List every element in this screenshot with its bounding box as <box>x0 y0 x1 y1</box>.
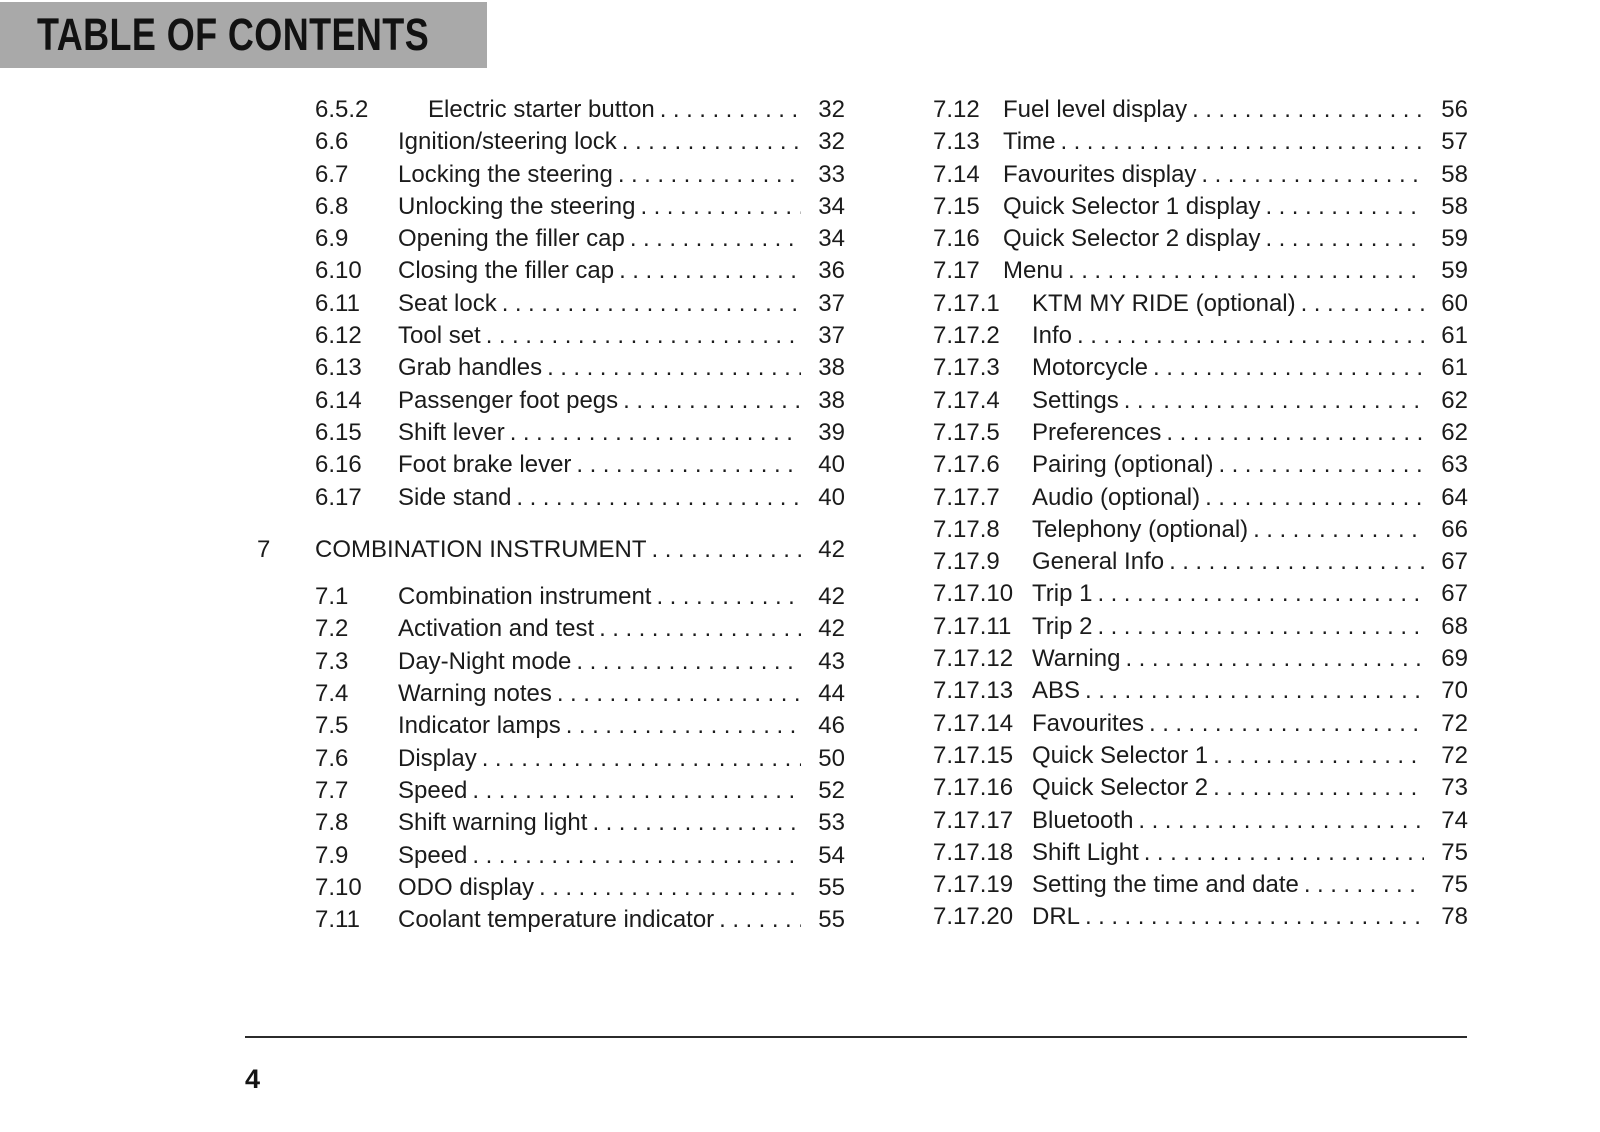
toc-entry-title: Speed <box>398 776 468 804</box>
toc-entry-title: Quick Selector 1 <box>1032 741 1209 769</box>
dot-leader <box>539 872 801 904</box>
toc-entry-title: Time <box>1003 128 1056 156</box>
toc-entry-number: 6.13 <box>315 354 362 382</box>
toc-entry <box>933 740 1468 772</box>
toc-entry-page: 32 <box>818 96 845 123</box>
toc-entry-page: 60 <box>1441 289 1468 317</box>
dot-leader <box>557 678 801 710</box>
toc-entry-title: Ignition/steering lock <box>398 128 617 156</box>
toc-entry-title: Foot brake lever <box>398 451 572 479</box>
toc-entry-title: Combination instrument <box>398 583 652 611</box>
toc-entry-title: Pairing (optional) <box>1032 451 1214 479</box>
toc-entry-page: 54 <box>818 841 845 869</box>
toc-entry <box>257 255 845 287</box>
toc-entry-number: 7.17.2 <box>933 322 1000 350</box>
toc-entry-page: 40 <box>818 451 845 479</box>
toc-entry-number: 6.10 <box>315 257 362 285</box>
toc-entry-page: 75 <box>1441 838 1468 866</box>
dot-leader <box>1124 385 1424 417</box>
toc-entry <box>933 417 1468 449</box>
toc-entry-number: 7.12 <box>933 96 980 123</box>
toc-entry-title: Display <box>398 744 477 772</box>
toc-entry <box>933 805 1468 837</box>
dot-leader <box>1201 159 1424 191</box>
dot-leader <box>660 94 801 126</box>
dot-leader <box>472 775 801 807</box>
toc-entry-page: 70 <box>1441 677 1468 705</box>
toc-entry-page: 32 <box>818 128 845 156</box>
dot-leader <box>618 159 801 191</box>
dot-leader <box>1125 643 1424 675</box>
dot-leader <box>472 840 801 872</box>
toc-entry-page: 59 <box>1441 225 1468 253</box>
toc-entry-page: 78 <box>1441 903 1468 931</box>
dot-leader <box>576 646 801 678</box>
toc-entry-number: 7.16 <box>933 225 980 253</box>
toc-entry <box>933 482 1468 514</box>
dot-leader <box>1218 449 1424 481</box>
toc-entry-page: 46 <box>818 712 845 740</box>
page-title: TABLE OF CONTENTS <box>37 9 430 60</box>
toc-entry-number: 7.17.4 <box>933 386 1000 414</box>
dot-leader <box>1213 772 1424 804</box>
toc-entry-title: Grab handles <box>398 354 543 382</box>
toc-entry <box>257 646 845 678</box>
dot-leader <box>1265 191 1424 223</box>
toc-entry-page: 55 <box>818 906 845 934</box>
toc-entry-page: 62 <box>1441 418 1468 446</box>
toc-entry <box>933 352 1468 384</box>
toc-entry-page: 66 <box>1441 515 1468 543</box>
dot-leader <box>482 743 801 775</box>
toc-entry-number: 6.17 <box>315 483 362 511</box>
dot-leader <box>1085 901 1424 933</box>
toc-entry-number: 7.6 <box>315 744 349 772</box>
toc-entry-title: Bluetooth <box>1032 806 1134 834</box>
toc-entry-page: 55 <box>818 873 845 901</box>
toc-entry-title: Motorcycle <box>1032 354 1149 382</box>
toc-entry-number: 7.4 <box>315 680 349 708</box>
dot-leader <box>1068 255 1424 287</box>
toc-entry-page: 37 <box>818 322 845 350</box>
toc-entry-number: 7.17 <box>933 257 980 285</box>
toc-entry <box>257 385 845 417</box>
toc-entry-title: Preferences <box>1032 418 1162 446</box>
toc-entry <box>257 534 845 566</box>
toc-entry-title: Passenger foot pegs <box>398 386 619 414</box>
dot-leader <box>502 288 801 320</box>
toc-entry-page: 64 <box>1441 483 1468 511</box>
toc-column-left <box>257 94 845 936</box>
toc-entry-title: Opening the filler cap <box>398 225 625 253</box>
toc-entry <box>257 710 845 742</box>
toc-entry-page: 43 <box>818 647 845 675</box>
toc-entry-title: DRL <box>1032 903 1081 931</box>
toc-entry-number: 7.2 <box>315 615 349 643</box>
dot-leader <box>622 126 801 158</box>
toc-entry-title: Activation and test <box>398 615 595 643</box>
toc-entry-number: 7.17.6 <box>933 451 1000 479</box>
dot-leader <box>1265 223 1424 255</box>
toc-entry-title: Settings <box>1032 386 1119 414</box>
toc-entry-page: 42 <box>818 615 845 643</box>
toc-entry <box>933 223 1468 255</box>
toc-entry-title: Trip 1 <box>1032 580 1093 608</box>
dot-leader <box>1149 708 1424 740</box>
toc-entry-page: 36 <box>818 257 845 285</box>
toc-entry-page: 53 <box>818 809 845 837</box>
toc-entry-title: ABS <box>1032 677 1081 705</box>
toc-entry <box>257 807 845 839</box>
toc-entry-title: Coolant temperature indicator <box>398 906 715 934</box>
toc-entry-number: 7.11 <box>315 906 360 934</box>
toc-entry-page: 67 <box>1441 580 1468 608</box>
toc-entry-number: 7.9 <box>315 841 349 869</box>
toc-entry <box>933 708 1468 740</box>
toc-entry <box>933 449 1468 481</box>
dot-leader <box>1301 288 1424 320</box>
toc-entry-number: 7.14 <box>933 160 980 188</box>
toc-entry-number: 7.17.17 <box>933 806 1014 834</box>
toc-entry-title: Favourites display <box>1003 160 1197 188</box>
dot-leader <box>630 223 801 255</box>
dot-leader <box>576 449 801 481</box>
toc-entry-title: Closing the filler cap <box>398 257 615 285</box>
toc-entry-page: 34 <box>818 192 845 220</box>
toc-entry-title: Warning notes <box>398 680 552 708</box>
toc-entry-number: 6.9 <box>315 225 349 253</box>
toc-entry-page: 61 <box>1441 354 1468 382</box>
toc-entry-title: Unlocking the steering <box>398 192 636 220</box>
toc-entry-title: Indicator lamps <box>398 712 561 740</box>
toc-entry <box>257 94 845 126</box>
toc-entry-number: 7.10 <box>315 873 362 901</box>
dot-leader <box>486 320 801 352</box>
toc-entry-page: 62 <box>1441 386 1468 414</box>
dot-leader <box>1213 740 1424 772</box>
toc-entry-number: 6.15 <box>315 418 362 446</box>
toc-entry <box>933 869 1468 901</box>
toc-entry-title: Quick Selector 2 <box>1032 774 1209 802</box>
toc-entry <box>257 126 845 158</box>
toc-entry-title: Quick Selector 1 display <box>1003 192 1261 220</box>
toc-entry <box>257 223 845 255</box>
toc-entry <box>933 514 1468 546</box>
dot-leader <box>516 482 801 514</box>
toc-entry-title: Quick Selector 2 display <box>1003 225 1261 253</box>
toc-entry-number: 7.7 <box>315 776 349 804</box>
dot-leader <box>1166 417 1424 449</box>
toc-entry <box>933 837 1468 869</box>
dot-leader <box>719 904 801 936</box>
dot-leader <box>547 352 801 384</box>
toc-entry-page: 57 <box>1441 128 1468 156</box>
toc-entry-number: 7.17.9 <box>933 548 1000 576</box>
toc-entry-title: Trip 2 <box>1032 612 1093 640</box>
toc-column-right <box>933 94 1468 934</box>
toc-entry <box>933 255 1468 287</box>
toc-entry-title: Shift Light <box>1032 838 1139 866</box>
toc-entry <box>257 872 845 904</box>
toc-entry-number: 7.17.15 <box>933 741 1014 769</box>
dot-leader <box>1253 514 1424 546</box>
toc-entry-title: Shift warning light <box>398 809 588 837</box>
toc-entry-number: 7.17.8 <box>933 515 1000 543</box>
toc-entry-title: ODO display <box>398 873 535 901</box>
toc-entry <box>933 675 1468 707</box>
toc-entry-title: Locking the steering <box>398 160 613 188</box>
toc-entry-number: 7.17.13 <box>933 677 1014 705</box>
toc-entry <box>257 482 845 514</box>
toc-entry-number: 7.17.10 <box>933 580 1014 608</box>
toc-entry-number: 6.12 <box>315 322 362 350</box>
toc-entry-number: 7.8 <box>315 809 349 837</box>
dot-leader <box>1085 675 1424 707</box>
dot-leader <box>1144 837 1424 869</box>
toc-entry <box>933 772 1468 804</box>
toc-entry <box>933 611 1468 643</box>
toc-entry <box>257 743 845 775</box>
dot-leader <box>592 807 801 839</box>
toc-entry-page: 37 <box>818 289 845 317</box>
toc-entry-title: Shift lever <box>398 418 505 446</box>
toc-entry-title: Telephony (optional) <box>1032 515 1249 543</box>
dot-leader <box>623 385 801 417</box>
toc-entry-number: 7.15 <box>933 192 980 220</box>
toc-entry-title: General Info <box>1032 548 1165 576</box>
toc-entry-page: 72 <box>1441 741 1468 769</box>
toc-entry-number: 7.17.12 <box>933 645 1014 673</box>
toc-entry-page: 75 <box>1441 871 1468 899</box>
toc-entry-page: 72 <box>1441 709 1468 737</box>
dot-leader <box>1060 126 1424 158</box>
toc-entry-number: 7.17.3 <box>933 354 1000 382</box>
toc-entry-page: 67 <box>1441 548 1468 576</box>
toc-entry-page: 38 <box>818 386 845 414</box>
toc-entry <box>257 904 845 936</box>
toc-entry-title: Side stand <box>398 483 512 511</box>
toc-entry-number: 7.3 <box>315 647 349 675</box>
toc-entry <box>933 578 1468 610</box>
toc-entry-page: 63 <box>1441 451 1468 479</box>
dot-leader <box>599 613 801 645</box>
toc-entry <box>257 417 845 449</box>
toc-entry <box>257 352 845 384</box>
toc-entry-title: Electric starter button <box>428 96 655 123</box>
toc-entry-page: 61 <box>1441 322 1468 350</box>
toc-entry <box>257 288 845 320</box>
toc-entry-title: Setting the time and date <box>1032 871 1299 899</box>
toc-entry <box>933 126 1468 158</box>
toc-entry-title: KTM MY RIDE (optional) <box>1032 289 1296 317</box>
page-header-band <box>0 2 487 68</box>
toc-entry-number: 6.7 <box>315 160 349 188</box>
toc-entry-page: 33 <box>818 160 845 188</box>
toc-entry <box>933 385 1468 417</box>
dot-leader <box>1138 805 1424 837</box>
toc-entry-page: 73 <box>1441 774 1468 802</box>
toc-entry-title: Info <box>1032 322 1073 350</box>
toc-entry <box>257 159 845 191</box>
footer-rule <box>245 1036 1467 1038</box>
dot-leader <box>656 581 801 613</box>
dot-leader <box>1153 352 1424 384</box>
toc-entry-number: 7.17.18 <box>933 838 1014 866</box>
toc-entry-title: Warning <box>1032 645 1121 673</box>
toc-entry <box>257 840 845 872</box>
toc-entry-page: 34 <box>818 225 845 253</box>
toc-entry <box>257 678 845 710</box>
toc-entry-number: 7.13 <box>933 128 980 156</box>
toc-entry-number: 6.5.2 <box>315 96 369 123</box>
dot-leader <box>640 191 801 223</box>
dot-leader <box>566 710 801 742</box>
toc-entry-page: 52 <box>818 776 845 804</box>
dot-leader <box>619 255 801 287</box>
toc-entry <box>933 191 1468 223</box>
dot-leader <box>652 534 801 566</box>
dot-leader <box>1097 578 1424 610</box>
toc-entry-number: 6.11 <box>315 289 360 317</box>
toc-entry-number: 7 <box>257 535 271 563</box>
toc-entry <box>933 546 1468 578</box>
toc-entry <box>933 159 1468 191</box>
toc-entry-page: 59 <box>1441 257 1468 285</box>
toc-entry-page: 56 <box>1441 96 1468 123</box>
toc-entry-number: 7.1 <box>315 583 349 611</box>
toc-entry-number: 7.17.19 <box>933 871 1014 899</box>
toc-entry-number: 7.17.5 <box>933 418 1000 446</box>
toc-entry-title: Favourites <box>1032 709 1145 737</box>
toc-entry-page: 40 <box>818 483 845 511</box>
toc-entry-number: 7.17.11 <box>933 612 1012 640</box>
toc-entry-page: 68 <box>1441 612 1468 640</box>
dot-leader <box>510 417 801 449</box>
toc-entry <box>257 613 845 645</box>
toc-entry <box>257 581 845 613</box>
toc-entry-page: 42 <box>818 583 845 611</box>
toc-entry-page: 69 <box>1441 645 1468 673</box>
toc-entry-title: Tool set <box>398 322 481 350</box>
toc-entry-number: 7.17.16 <box>933 774 1014 802</box>
toc-entry-page: 58 <box>1441 192 1468 220</box>
toc-entry-title: Menu <box>1003 257 1064 285</box>
toc-entry <box>933 288 1468 320</box>
toc-entry-page: 50 <box>818 744 845 772</box>
toc-entry-page: 58 <box>1441 160 1468 188</box>
toc-entry-number: 6.6 <box>315 128 349 156</box>
page-number: 4 <box>245 1064 261 1094</box>
toc-entry-number: 6.14 <box>315 386 362 414</box>
toc-entry <box>257 191 845 223</box>
dot-leader <box>1169 546 1424 578</box>
dot-leader <box>1205 482 1424 514</box>
toc-entry-page: 39 <box>818 418 845 446</box>
toc-entry-title: Seat lock <box>398 289 497 317</box>
toc-entry-page: 42 <box>818 535 845 563</box>
toc-entry-number: 7.5 <box>315 712 349 740</box>
toc-entry-number: 6.8 <box>315 192 349 220</box>
toc-entry-page: 74 <box>1441 806 1468 834</box>
toc-entry-number: 7.17.20 <box>933 903 1014 931</box>
toc-entry <box>933 643 1468 675</box>
toc-entry-title: Fuel level display <box>1003 96 1188 123</box>
toc-entry <box>933 901 1468 933</box>
toc-entry <box>933 320 1468 352</box>
toc-entry-title: Speed <box>398 841 468 869</box>
toc-entry-number: 6.16 <box>315 451 362 479</box>
toc-entry <box>257 320 845 352</box>
toc-entry-title: COMBINATION INSTRUMENT <box>315 535 647 563</box>
toc-entry-number: 7.17.1 <box>933 289 1000 317</box>
dot-leader <box>1077 320 1424 352</box>
toc-entry-page: 44 <box>818 680 845 708</box>
dot-leader <box>1192 94 1424 126</box>
toc-entry <box>257 449 845 481</box>
dot-leader <box>1097 611 1424 643</box>
toc-entry <box>933 94 1468 126</box>
toc-entry-number: 7.17.7 <box>933 483 1000 511</box>
dot-leader <box>1304 869 1424 901</box>
toc-entry <box>257 775 845 807</box>
toc-entry-number: 7.17.14 <box>933 709 1014 737</box>
toc-entry-page: 38 <box>818 354 845 382</box>
toc-entry-title: Audio (optional) <box>1032 483 1201 511</box>
toc-entry-title: Day-Night mode <box>398 647 572 675</box>
